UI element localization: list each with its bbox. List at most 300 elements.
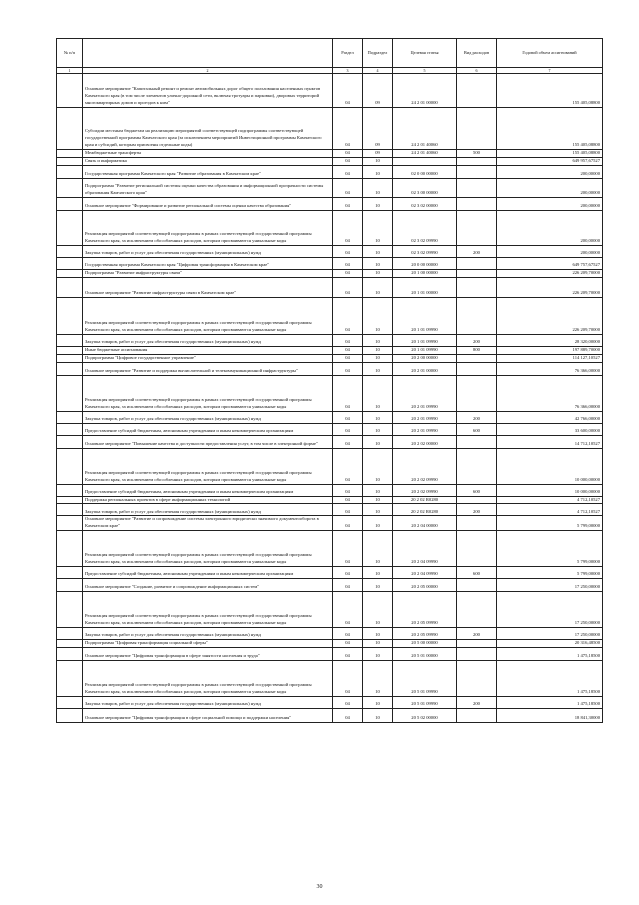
- row-podrazdel-cell: 10: [363, 435, 393, 448]
- table-row: [57, 504, 603, 516]
- column-number: 4: [363, 68, 393, 74]
- row-expense-type-cell: [457, 178, 497, 197]
- row-number-cell: [57, 245, 83, 257]
- row-number-cell: [57, 74, 83, 108]
- row-name-cell: Закупка товаров, работ и услуг для обеспечения государственных (муниципальных) нужд: [83, 504, 333, 516]
- row-name-cell: Основное мероприятие "Развитие инфраструктуры связи в Камчатском крае": [83, 277, 333, 297]
- row-name-cell: Реализация мероприятий соответствующей подпрограммы в рамках соответствующей государственной программы Камчатского края, за исключением обособленных расходов, которым присваиваются уникальные коды: [83, 531, 333, 567]
- row-podrazdel-cell: 10: [363, 375, 393, 411]
- row-number-cell: [57, 504, 83, 516]
- row-expense-type-cell: [457, 435, 497, 448]
- row-razdel-cell: 04: [333, 628, 363, 640]
- row-amount-cell: 5 799,00000: [497, 516, 603, 531]
- row-target-article-cell: 24 2 01 00000: [393, 74, 457, 108]
- row-razdel-cell: 04: [333, 108, 363, 150]
- row-razdel-cell: 04: [333, 709, 363, 723]
- row-target-article-cell: 20 2 00 00000: [393, 354, 457, 362]
- row-number-cell: [57, 346, 83, 354]
- row-amount-cell: 155 405,08800: [497, 150, 603, 158]
- row-amount-cell: 226 209,70000: [497, 269, 603, 277]
- row-amount-cell: 200,00000: [497, 245, 603, 257]
- row-number-cell: [57, 375, 83, 411]
- row-expense-type-cell: 500: [457, 150, 497, 158]
- row-target-article-cell: 02 3 02 00000: [393, 197, 457, 210]
- row-podrazdel-cell: 10: [363, 157, 393, 165]
- row-razdel-cell: 04: [333, 197, 363, 210]
- row-expense-type-cell: [457, 516, 497, 531]
- row-expense-type-cell: [457, 579, 497, 592]
- row-podrazdel-cell: 10: [363, 567, 393, 579]
- budget-allocation-table: [56, 38, 603, 723]
- row-amount-cell: 155 405,08800: [497, 108, 603, 150]
- table-row: [57, 197, 603, 210]
- table-row: [57, 411, 603, 423]
- table-row: [57, 697, 603, 709]
- row-name-cell: Субсидии местным бюджетам на реализацию мероприятий соответствующей подпрограммы соответствующей государственной программы Камчатского края (за исключением мероприятий Инвестиционной программы Камчатского края и субсидий, которым присвоены отдельные коды): [83, 108, 333, 150]
- row-razdel-cell: 04: [333, 375, 363, 411]
- row-name-cell: Государственная программа Камчатского края "Развитие образования в Камчатском крае": [83, 165, 333, 178]
- row-podrazdel-cell: 09: [363, 108, 393, 150]
- table-row: [57, 516, 603, 531]
- row-amount-cell: 200,00000: [497, 178, 603, 197]
- table-row: [57, 362, 603, 375]
- row-number-cell: [57, 257, 83, 269]
- row-podrazdel-cell: 10: [363, 640, 393, 648]
- row-amount-cell: 18 841,30000: [497, 709, 603, 723]
- row-number-cell: [57, 592, 83, 628]
- table-row: [57, 496, 603, 504]
- row-expense-type-cell: 600: [457, 484, 497, 496]
- row-amount-cell: 17 250,00000: [497, 592, 603, 628]
- row-name-cell: Реализация мероприятий соответствующей подпрограммы в рамках соответствующей государственной программы Камчатского края, за исключением обособленных расходов, которым присваиваются уникальные коды: [83, 297, 333, 334]
- row-razdel-cell: 04: [333, 567, 363, 579]
- table-row: [57, 567, 603, 579]
- row-name-cell: Поддержка региональных проектов в сфере информационных технологий: [83, 496, 333, 504]
- row-target-article-cell: 20 2 04 09990: [393, 531, 457, 567]
- header-number: № п/п: [57, 39, 83, 68]
- row-name-cell: Основное мероприятие "Развитие и поддержка вычислительной и телекоммуникационной инфраструктуры": [83, 362, 333, 375]
- row-name-cell: Подпрограмма "Цифровая трансформация социальной сферы": [83, 640, 333, 648]
- row-podrazdel-cell: 10: [363, 516, 393, 531]
- row-amount-cell: 76 366,00000: [497, 362, 603, 375]
- row-expense-type-cell: [457, 269, 497, 277]
- row-number-cell: [57, 484, 83, 496]
- row-name-cell: Основное мероприятие "Капитальный ремонт и ремонт автомобильных дорог общего пользования населенных пунктов Камчатского края (в том числе элементов улично-дорожной сети, включая тротуары и парковки), дворовых территорий многоквартирных домов и проездов к ним": [83, 74, 333, 108]
- row-target-article-cell: [393, 157, 457, 165]
- row-name-cell: Реализация мероприятий соответствующей подпрограммы в рамках соответствующей государственной программы Камчатского края, за исключением обособленных расходов, которым присваиваются уникальные коды: [83, 375, 333, 411]
- row-razdel-cell: 04: [333, 504, 363, 516]
- row-target-article-cell: 20 5 00 00000: [393, 640, 457, 648]
- row-podrazdel-cell: 10: [363, 334, 393, 346]
- row-number-cell: [57, 435, 83, 448]
- row-number-cell: [57, 648, 83, 661]
- row-name-cell: Основное мероприятие "Повышение качества и доступности предоставления услуг, в том числе в электронной форме": [83, 435, 333, 448]
- table-row: [57, 592, 603, 628]
- row-name-cell: Подпрограмма "Цифровое государственное управление": [83, 354, 333, 362]
- row-amount-cell: 14 712,10527: [497, 435, 603, 448]
- row-podrazdel-cell: 10: [363, 423, 393, 435]
- row-target-article-cell: 20 2 01 00000: [393, 362, 457, 375]
- row-number-cell: [57, 108, 83, 150]
- row-target-article-cell: 20 2 02 09990: [393, 448, 457, 484]
- row-razdel-cell: 04: [333, 648, 363, 661]
- row-amount-cell: 155 405,08800: [497, 74, 603, 108]
- row-target-article-cell: 20 1 00 00000: [393, 269, 457, 277]
- row-number-cell: [57, 178, 83, 197]
- table-row: [57, 628, 603, 640]
- row-podrazdel-cell: 10: [363, 648, 393, 661]
- row-razdel-cell: 04: [333, 334, 363, 346]
- row-razdel-cell: 04: [333, 157, 363, 165]
- row-number-cell: [57, 150, 83, 158]
- row-number-cell: [57, 297, 83, 334]
- row-target-article-cell: 20 5 01 00000: [393, 648, 457, 661]
- row-target-article-cell: 02 0 00 00000: [393, 165, 457, 178]
- row-name-cell: Закупка товаров, работ и услуг для обеспечения государственных (муниципальных) нужд: [83, 697, 333, 709]
- column-number: 5: [393, 68, 457, 74]
- row-name-cell: Подпрограмма "Развитие региональной системы оценки качества образования и информационной прозрачности системы образования Камчатского края": [83, 178, 333, 197]
- row-amount-cell: 42 766,00000: [497, 411, 603, 423]
- row-expense-type-cell: [457, 362, 497, 375]
- row-target-article-cell: 20 1 01 09990: [393, 346, 457, 354]
- row-amount-cell: 20 316,48500: [497, 640, 603, 648]
- row-target-article-cell: 20 5 02 00000: [393, 709, 457, 723]
- row-target-article-cell: 20 2 05 09990: [393, 628, 457, 640]
- row-podrazdel-cell: 09: [363, 150, 393, 158]
- row-expense-type-cell: [457, 531, 497, 567]
- row-razdel-cell: 04: [333, 423, 363, 435]
- column-number: 3: [333, 68, 363, 74]
- row-number-cell: [57, 496, 83, 504]
- table-row: [57, 423, 603, 435]
- row-target-article-cell: 20 2 05 00000: [393, 579, 457, 592]
- row-name-cell: Закупка товаров, работ и услуг для обеспечения государственных (муниципальных) нужд: [83, 245, 333, 257]
- row-name-cell: Реализация мероприятий соответствующей подпрограммы в рамках соответствующей государственной программы Камчатского края, за исключением обособленных расходов, которым присваиваются уникальные коды: [83, 661, 333, 697]
- row-podrazdel-cell: 09: [363, 74, 393, 108]
- row-expense-type-cell: 200: [457, 411, 497, 423]
- row-expense-type-cell: [457, 157, 497, 165]
- row-amount-cell: 33 600,00000: [497, 423, 603, 435]
- row-target-article-cell: 20 2 02 R0280: [393, 496, 457, 504]
- table-row: [57, 531, 603, 567]
- row-amount-cell: 28 320,00000: [497, 334, 603, 346]
- table-row: [57, 165, 603, 178]
- row-number-cell: [57, 165, 83, 178]
- row-podrazdel-cell: 10: [363, 448, 393, 484]
- row-razdel-cell: 04: [333, 178, 363, 197]
- row-number-cell: [57, 531, 83, 567]
- table-row: [57, 150, 603, 158]
- table-row: [57, 448, 603, 484]
- row-number-cell: [57, 709, 83, 723]
- header-annual-amount: Годовой объем ассигнований: [497, 39, 603, 68]
- row-expense-type-cell: 200: [457, 628, 497, 640]
- row-podrazdel-cell: 10: [363, 411, 393, 423]
- row-amount-cell: 226 209,70000: [497, 297, 603, 334]
- row-amount-cell: 197 889,70000: [497, 346, 603, 354]
- row-podrazdel-cell: 10: [363, 245, 393, 257]
- row-expense-type-cell: [457, 257, 497, 269]
- row-expense-type-cell: [457, 210, 497, 245]
- row-number-cell: [57, 661, 83, 697]
- row-amount-cell: 200,00000: [497, 165, 603, 178]
- row-razdel-cell: 04: [333, 435, 363, 448]
- row-amount-cell: 4 712,10527: [497, 496, 603, 504]
- row-amount-cell: 200,00000: [497, 197, 603, 210]
- row-podrazdel-cell: 10: [363, 197, 393, 210]
- row-expense-type-cell: 200: [457, 697, 497, 709]
- table-row: [57, 334, 603, 346]
- table-row: [57, 108, 603, 150]
- row-number-cell: [57, 354, 83, 362]
- row-number-cell: [57, 269, 83, 277]
- row-podrazdel-cell: 10: [363, 484, 393, 496]
- row-target-article-cell: 20 1 01 09990: [393, 334, 457, 346]
- row-amount-cell: 649 757,67527: [497, 257, 603, 269]
- row-podrazdel-cell: 10: [363, 354, 393, 362]
- row-target-article-cell: 20 2 04 00000: [393, 516, 457, 531]
- row-name-cell: Закупка товаров, работ и услуг для обеспечения государственных (муниципальных) нужд: [83, 334, 333, 346]
- row-razdel-cell: 04: [333, 362, 363, 375]
- row-expense-type-cell: [457, 277, 497, 297]
- header-podrazdel: Подраздел: [363, 39, 393, 68]
- row-razdel-cell: 04: [333, 165, 363, 178]
- row-razdel-cell: 04: [333, 411, 363, 423]
- row-name-cell: Связь и информатика: [83, 157, 333, 165]
- row-podrazdel-cell: 10: [363, 504, 393, 516]
- table-row: [57, 484, 603, 496]
- row-target-article-cell: 20 2 05 09990: [393, 592, 457, 628]
- table-row: [57, 74, 603, 108]
- row-expense-type-cell: 600: [457, 567, 497, 579]
- row-expense-type-cell: [457, 648, 497, 661]
- row-razdel-cell: 04: [333, 531, 363, 567]
- header-name: [83, 39, 333, 68]
- row-expense-type-cell: 200: [457, 334, 497, 346]
- row-razdel-cell: 04: [333, 245, 363, 257]
- row-name-cell: Межбюджетные трансферты: [83, 150, 333, 158]
- row-number-cell: [57, 516, 83, 531]
- row-number-cell: [57, 334, 83, 346]
- row-podrazdel-cell: 10: [363, 362, 393, 375]
- row-number-cell: [57, 640, 83, 648]
- row-name-cell: Реализация мероприятий соответствующей подпрограммы в рамках соответствующей государственной программы Камчатского края, за исключением обособленных расходов, которым присваиваются уникальные коды: [83, 592, 333, 628]
- header-target-article: Целевая статья: [393, 39, 457, 68]
- row-name-cell: Основное мероприятие "Развитие и сопровождение системы электронного юридически значимого документооборота в Камчатском крае": [83, 516, 333, 531]
- row-number-cell: [57, 362, 83, 375]
- row-expense-type-cell: 200: [457, 245, 497, 257]
- row-target-article-cell: 24 2 01 40060: [393, 150, 457, 158]
- row-amount-cell: 10 000,00000: [497, 448, 603, 484]
- row-target-article-cell: 20 0 00 00000: [393, 257, 457, 269]
- row-razdel-cell: 04: [333, 74, 363, 108]
- table-body: [57, 74, 603, 723]
- column-number: 7: [497, 68, 603, 74]
- row-podrazdel-cell: 10: [363, 628, 393, 640]
- table-header-row: [57, 39, 603, 68]
- column-number: 1: [57, 68, 83, 74]
- row-target-article-cell: 20 2 01 09990: [393, 423, 457, 435]
- row-number-cell: [57, 423, 83, 435]
- row-name-cell: Предоставление субсидий бюджетным, автономным учреждениям и иным некоммерческим организациям: [83, 484, 333, 496]
- row-number-cell: [57, 567, 83, 579]
- row-number-cell: [57, 411, 83, 423]
- row-podrazdel-cell: 10: [363, 210, 393, 245]
- row-expense-type-cell: 200: [457, 504, 497, 516]
- row-amount-cell: 17 250,00000: [497, 628, 603, 640]
- row-razdel-cell: 04: [333, 346, 363, 354]
- row-expense-type-cell: [457, 375, 497, 411]
- table-row: [57, 346, 603, 354]
- table-row: [57, 435, 603, 448]
- column-number: 6: [457, 68, 497, 74]
- table-row: [57, 269, 603, 277]
- row-expense-type-cell: [457, 496, 497, 504]
- row-amount-cell: 17 250,00000: [497, 579, 603, 592]
- row-number-cell: [57, 697, 83, 709]
- table-row: [57, 640, 603, 648]
- row-number-cell: [57, 579, 83, 592]
- row-target-article-cell: 20 2 02 R0280: [393, 504, 457, 516]
- row-expense-type-cell: [457, 448, 497, 484]
- row-number-cell: [57, 210, 83, 245]
- row-target-article-cell: 02 3 00 00000: [393, 178, 457, 197]
- row-expense-type-cell: [457, 592, 497, 628]
- row-target-article-cell: 20 2 02 00000: [393, 435, 457, 448]
- row-name-cell: Закупка товаров, работ и услуг для обеспечения государственных (муниципальных) нужд: [83, 628, 333, 640]
- row-razdel-cell: 04: [333, 269, 363, 277]
- column-number: 2: [83, 68, 333, 74]
- row-razdel-cell: 04: [333, 579, 363, 592]
- row-amount-cell: 1 475,18500: [497, 648, 603, 661]
- table-row: [57, 354, 603, 362]
- row-expense-type-cell: [457, 165, 497, 178]
- row-expense-type-cell: 800: [457, 346, 497, 354]
- row-expense-type-cell: 600: [457, 423, 497, 435]
- row-expense-type-cell: [457, 197, 497, 210]
- row-razdel-cell: 04: [333, 516, 363, 531]
- row-amount-cell: 5 799,00000: [497, 531, 603, 567]
- row-amount-cell: 10 000,00000: [497, 484, 603, 496]
- row-target-article-cell: 20 2 02 09990: [393, 484, 457, 496]
- row-razdel-cell: 04: [333, 277, 363, 297]
- row-name-cell: Основное мероприятие "Цифровая трансформация в сфере социальной помощи и поддержки населения": [83, 709, 333, 723]
- row-podrazdel-cell: 10: [363, 579, 393, 592]
- row-number-cell: [57, 448, 83, 484]
- table-row: [57, 579, 603, 592]
- row-name-cell: Закупка товаров, работ и услуг для обеспечения государственных (муниципальных) нужд: [83, 411, 333, 423]
- table-row: [57, 245, 603, 257]
- row-name-cell: Основное мероприятие "Формирование и развитие региональной системы оценки качества образования": [83, 197, 333, 210]
- row-razdel-cell: 04: [333, 496, 363, 504]
- row-target-article-cell: 20 5 01 09990: [393, 697, 457, 709]
- row-amount-cell: 1 475,18500: [497, 697, 603, 709]
- row-target-article-cell: 20 5 01 09990: [393, 661, 457, 697]
- row-expense-type-cell: [457, 354, 497, 362]
- row-name-cell: Государственная программа Камчатского края "Цифровая трансформация в Камчатском крае": [83, 257, 333, 269]
- row-name-cell: Основное мероприятие "Создание, развитие и сопровождение информационных систем": [83, 579, 333, 592]
- row-amount-cell: 4 712,10527: [497, 504, 603, 516]
- row-razdel-cell: 04: [333, 661, 363, 697]
- row-amount-cell: 114 127,10527: [497, 354, 603, 362]
- row-podrazdel-cell: 10: [363, 531, 393, 567]
- page-number: 30: [316, 884, 323, 890]
- row-number-cell: [57, 157, 83, 165]
- row-amount-cell: 1 475,18500: [497, 661, 603, 697]
- table-row: [57, 375, 603, 411]
- row-number-cell: [57, 277, 83, 297]
- row-expense-type-cell: [457, 297, 497, 334]
- row-podrazdel-cell: 10: [363, 697, 393, 709]
- row-target-article-cell: 20 2 04 09990: [393, 567, 457, 579]
- table-row: [57, 709, 603, 723]
- row-amount-cell: 200,00000: [497, 210, 603, 245]
- row-expense-type-cell: [457, 108, 497, 150]
- row-amount-cell: 76 366,00000: [497, 375, 603, 411]
- row-name-cell: Предоставление субсидий бюджетным, автономным учреждениям и иным некоммерческим организациям: [83, 423, 333, 435]
- row-razdel-cell: 04: [333, 484, 363, 496]
- row-expense-type-cell: [457, 709, 497, 723]
- table-row: [57, 277, 603, 297]
- row-podrazdel-cell: 10: [363, 592, 393, 628]
- row-podrazdel-cell: 10: [363, 277, 393, 297]
- table-row: [57, 661, 603, 697]
- row-name-cell: Реализация мероприятий соответствующей подпрограммы в рамках соответствующей государственной программы Камчатского края, за исключением обособленных расходов, которым присваиваются уникальные коды: [83, 210, 333, 245]
- row-razdel-cell: 04: [333, 150, 363, 158]
- row-podrazdel-cell: 10: [363, 709, 393, 723]
- header-expense-type: Вид расходов: [457, 39, 497, 68]
- row-name-cell: Основное мероприятие "Цифровая трансформация в сфере занятости населения и труда": [83, 648, 333, 661]
- row-amount-cell: 226 209,70000: [497, 277, 603, 297]
- row-target-article-cell: 24 2 01 40060: [393, 108, 457, 150]
- row-target-article-cell: 20 1 01 00000: [393, 277, 457, 297]
- row-amount-cell: 649 957,67527: [497, 157, 603, 165]
- row-target-article-cell: 20 2 01 09990: [393, 411, 457, 423]
- table-row: [57, 257, 603, 269]
- row-razdel-cell: 04: [333, 210, 363, 245]
- row-razdel-cell: 04: [333, 448, 363, 484]
- row-expense-type-cell: [457, 640, 497, 648]
- row-podrazdel-cell: 10: [363, 269, 393, 277]
- row-target-article-cell: 02 3 02 09990: [393, 210, 457, 245]
- row-razdel-cell: 04: [333, 297, 363, 334]
- table-row: [57, 157, 603, 165]
- row-number-cell: [57, 628, 83, 640]
- table-row: [57, 648, 603, 661]
- row-podrazdel-cell: 10: [363, 257, 393, 269]
- row-podrazdel-cell: 10: [363, 496, 393, 504]
- table-row: [57, 210, 603, 245]
- row-podrazdel-cell: 10: [363, 165, 393, 178]
- row-name-cell: Реализация мероприятий соответствующей подпрограммы в рамках соответствующей государственной программы Камчатского края, за исключением обособленных расходов, которым присваиваются уникальные коды: [83, 448, 333, 484]
- table-row: [57, 178, 603, 197]
- row-target-article-cell: 02 3 02 09990: [393, 245, 457, 257]
- row-podrazdel-cell: 10: [363, 661, 393, 697]
- row-target-article-cell: 20 1 01 09990: [393, 297, 457, 334]
- row-target-article-cell: 20 2 01 09990: [393, 375, 457, 411]
- row-number-cell: [57, 197, 83, 210]
- row-expense-type-cell: [457, 661, 497, 697]
- row-podrazdel-cell: 10: [363, 178, 393, 197]
- row-amount-cell: 5 799,00000: [497, 567, 603, 579]
- row-expense-type-cell: [457, 74, 497, 108]
- row-name-cell: Подпрограмма "Развитие инфраструктуры связи": [83, 269, 333, 277]
- row-razdel-cell: 04: [333, 354, 363, 362]
- row-razdel-cell: 04: [333, 697, 363, 709]
- header-razdel: Раздел: [333, 39, 363, 68]
- row-razdel-cell: 04: [333, 640, 363, 648]
- row-podrazdel-cell: 10: [363, 346, 393, 354]
